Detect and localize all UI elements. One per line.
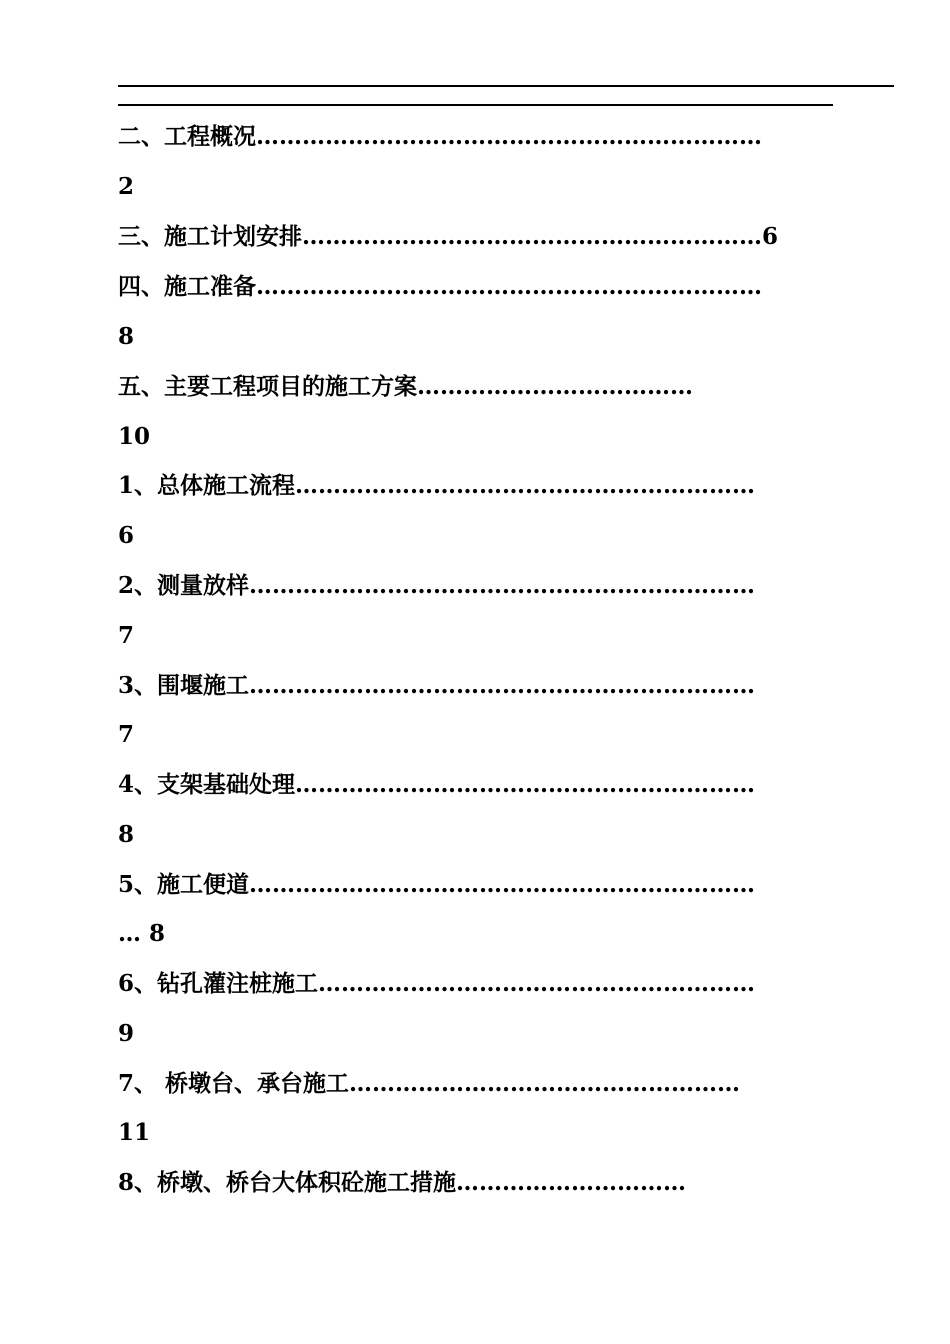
toc-page-number: 8 (118, 821, 135, 848)
toc-entry-construction-schedule: 三、施工计划安排……………………………………………………6 (118, 223, 779, 250)
toc-entry-support-foundation: 4、支架基础处理…………………………………………………… (118, 771, 756, 798)
toc-entry-construction-preparation: 四、施工准备………………………………………………………… (118, 273, 762, 300)
toc-entry-mass-concrete: 8、桥墩、桥台大体积砼施工措施………………………… (118, 1169, 687, 1196)
toc-page-number: … 8 (118, 920, 166, 947)
toc-entry-pier-abutment-cap: 7、 桥墩台、承台施工…………………………………………… (118, 1070, 741, 1097)
toc-entry-survey-layout: 2、测量放样………………………………………………………… (118, 572, 756, 599)
toc-page-number: 11 (118, 1119, 151, 1146)
toc-entry-access-road: 5、施工便道………………………………………………………… (118, 871, 756, 898)
toc-entry-cofferdam: 3、围堰施工………………………………………………………… (118, 672, 756, 699)
toc-entry-bored-piles: 6、钻孔灌注桩施工………………………………………………… (118, 970, 756, 997)
header-rule-top (118, 85, 894, 87)
toc-entry-overall-process: 1、总体施工流程…………………………………………………… (118, 472, 756, 499)
header-rule-second (118, 104, 833, 106)
toc-entry-engineering-overview: 二、工程概况………………………………………………………… (118, 123, 762, 150)
toc-page-number: 10 (118, 423, 151, 450)
toc-page-number: 7 (118, 721, 135, 748)
toc-page-number: 7 (118, 622, 135, 649)
toc-page-number: 2 (118, 173, 135, 200)
toc-page-number: 8 (118, 323, 135, 350)
toc-page-number: 9 (118, 1020, 135, 1047)
toc-page-number: 6 (118, 522, 135, 549)
toc-entry-main-construction-plan: 五、主要工程项目的施工方案……………………………… (118, 373, 693, 400)
